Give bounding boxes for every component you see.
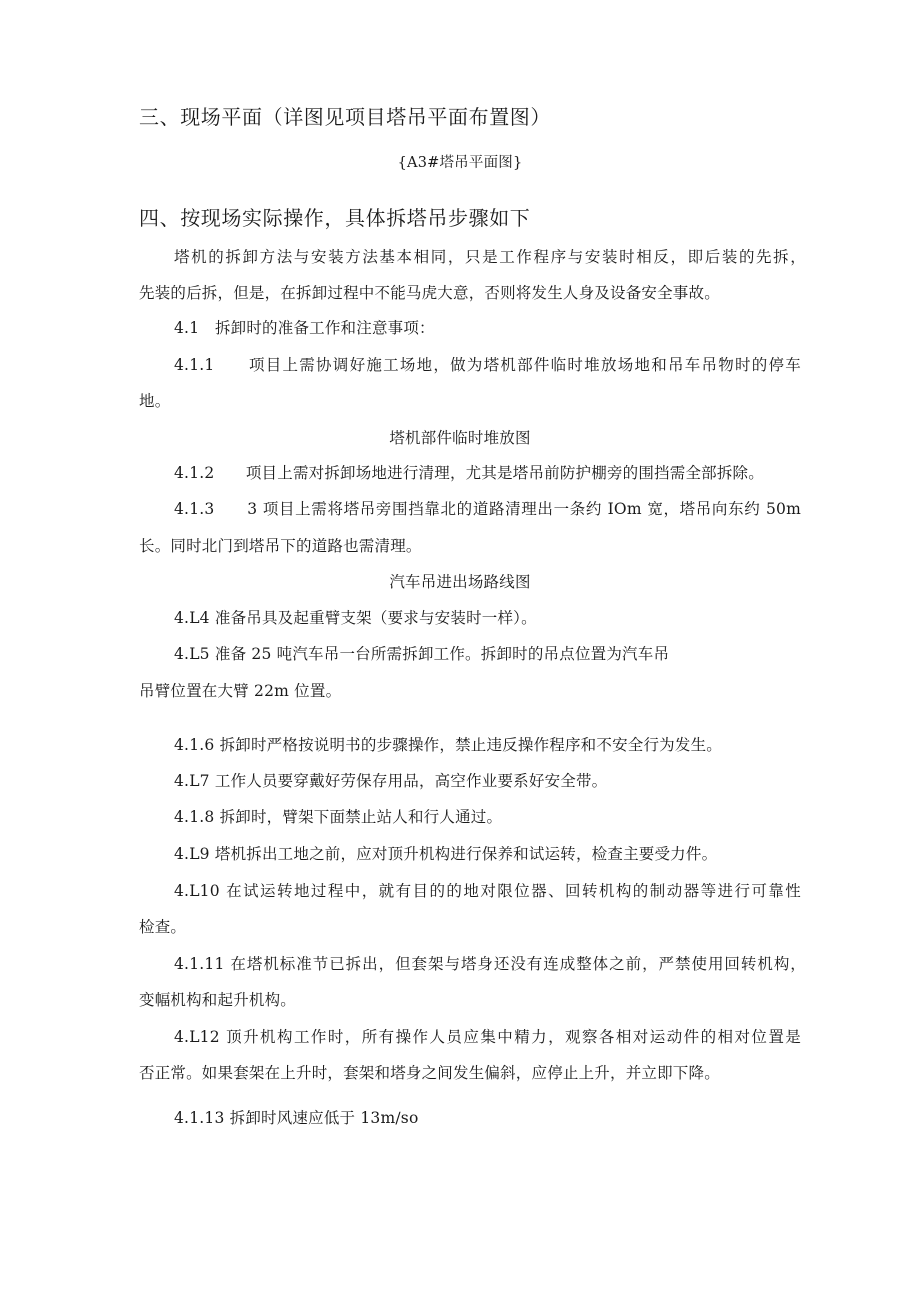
item-4-1-7: 4.L7 工作人员要穿戴好劳保存用品，高空作业要系好安全带。 — [174, 772, 608, 790]
item-4-1-2: 4.1.2 项目上需对拆卸场地进行清理，尤其是塔吊前防护棚旁的围挡需全部拆除。 — [174, 464, 764, 482]
item-4-1-13: 4.1.13 拆卸时风速应低于 13m∕so — [174, 1109, 419, 1127]
item-4-1-5-line-2: 吊臂位置在大臂 22m 位置。 — [139, 682, 342, 700]
item-4-1-11-line-1: 4.1.11 在塔机标准节已拆出，但套架与塔身还没有连成整体之前，严禁使用回转机构， — [174, 955, 806, 973]
item-4-1-11-line-2: 变幅机构和起升机构。 — [139, 991, 297, 1009]
item-4-1-8: 4.1.8 拆卸时，臂架下面禁止站人和行人通过。 — [174, 808, 503, 826]
item-4-1-10-line-2: 检查。 — [139, 918, 187, 936]
item-4-1-10-line-1: 4.L10 在试运转地过程中，就有目的的地对限位器、回转机构的制动器等进行可靠性 — [174, 882, 801, 900]
item-4-1-3-line-2: 长。同时北门到塔吊下的道路也需清理。 — [139, 537, 422, 555]
section4-heading: 四、按现场实际操作，具体拆塔吊步骤如下 — [139, 206, 531, 230]
item-4-1-6: 4.1.6 拆卸时严格按说明书的步骤操作，禁止违反操作程序和不安全行为发生。 — [174, 736, 722, 754]
item-4-1-4: 4.L4 准备吊具及起重臂支架（要求与安装时一样）。 — [174, 609, 537, 627]
item-4-1-3-line-1: 4.1.3 3 项目上需将塔吊旁围挡靠北的道路清理出一条约 IOm 宽，塔吊向东约 50m — [174, 500, 801, 518]
intro-line-1: 塔机的拆卸方法与安装方法基本相同，只是工作程序与安装时相反，即后装的先拆， — [174, 248, 806, 266]
item-4-1-12-line-2: 否正常。如果套架在上升时，套架和塔身之间发生偏斜，应停止上升，并立即下降。 — [139, 1064, 720, 1082]
section3-heading: 三、现场平面（详图见项目塔吊平面布置图） — [139, 105, 551, 129]
section3-figure-caption: {A3#塔吊平面图} — [397, 155, 523, 171]
figure-caption-parts-storage: 塔机部件临时堆放图 — [389, 429, 531, 447]
item-4-1-9: 4.L9 塔机拆出工地之前，应对顶升机构进行保养和试运转，检查主要受力件。 — [174, 845, 718, 863]
figure-caption-crane-route: 汽车吊进出场路线图 — [389, 573, 531, 591]
item-4-1-1-line-2: 地。 — [139, 392, 171, 410]
section41-heading: 4.1 拆卸时的准备工作和注意事项： — [174, 319, 435, 337]
item-4-1-12-line-1: 4.L12 顶升机构工作时，所有操作人员应集中精力，观察各相对运动件的相对位置是 — [174, 1028, 801, 1046]
item-4-1-1-line-1: 4.1.1 项目上需协调好施工场地，做为塔机部件临时堆放场地和吊车吊物时的停车 — [174, 356, 801, 374]
intro-line-2: 先装的后拆，但是，在拆卸过程中不能马虎大意，否则将发生人身及设备安全事故。 — [139, 284, 720, 302]
item-4-1-5-line-1: 4.L5 准备 25 吨汽车吊一台所需拆卸工作。拆卸时的吊点位置为汽车吊 — [174, 645, 670, 663]
